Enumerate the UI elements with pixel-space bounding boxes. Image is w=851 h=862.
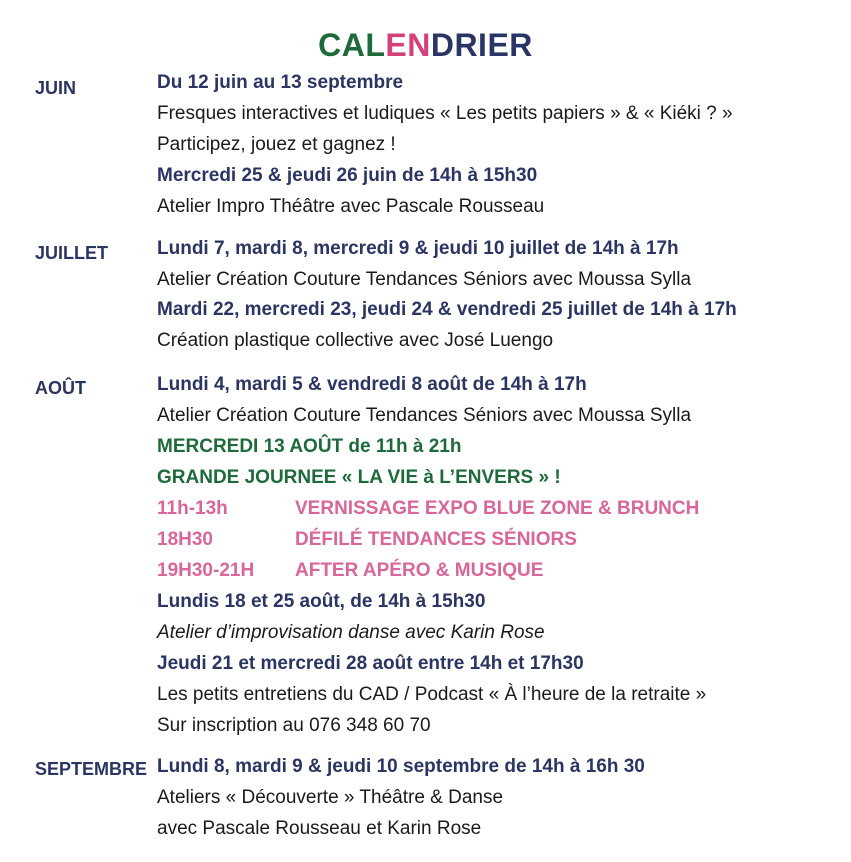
septembre-desc-2: avec Pascale Rousseau et Karin Rose [157, 818, 482, 839]
aout-desc-4: Sur inscription au 076 348 60 70 [157, 715, 431, 736]
title-part-cal: CAL [318, 27, 386, 63]
title-part-en: EN [385, 27, 431, 63]
schedule-time: 18H30 [157, 529, 213, 550]
juin-desc-2: Participez, jouez et gagnez ! [157, 134, 396, 155]
page-title [0, 27, 851, 64]
month-label-juin: JUIN [35, 78, 77, 98]
juillet-date-1: Lundi 7, mardi 8, mercredi 9 & jeudi 10 juillet de 14h à 17h [157, 238, 679, 259]
schedule-event: DÉFILÉ TENDANCES SÉNIORS [295, 529, 577, 550]
septembre-date-1: Lundi 8, mardi 9 & jeudi 10 septembre de 14h à 16h 30 [157, 756, 645, 777]
juillet-desc-2: Création plastique collective avec José Luengo [157, 330, 554, 351]
aout-desc-3: Les petits entretiens du CAD / Podcast « À l’heure de la retraite » [157, 684, 707, 705]
month-label-aout: AOÛT [35, 378, 86, 398]
aout-date-2: Lundis 18 et 25 août, de 14h à 15h30 [157, 591, 486, 612]
juin-desc-3: Atelier Impro Théâtre avec Pascale Rousseau [157, 196, 545, 217]
aout-highlight-title: GRANDE JOURNEE « LA VIE à L’ENVERS » ! [157, 467, 561, 488]
juin-desc-1: Fresques interactives et ludiques « Les petits papiers » & « Kiéki ? » [157, 103, 733, 124]
schedule-event: VERNISSAGE EXPO BLUE ZONE & BRUNCH [295, 498, 700, 519]
juillet-desc-1: Atelier Création Couture Tendances Séniors avec Moussa Sylla [157, 269, 692, 290]
schedule-event: AFTER APÉRO & MUSIQUE [295, 560, 544, 581]
aout-highlight-date: MERCREDI 13 AOÛT de 11h à 21h [157, 436, 462, 457]
juin-date-2: Mercredi 25 & jeudi 26 juin de 14h à 15h30 [157, 165, 538, 186]
month-label-juillet: JUILLET [35, 243, 109, 263]
aout-desc-1: Atelier Création Couture Tendances Séniors avec Moussa Sylla [157, 405, 692, 426]
aout-date-3: Jeudi 21 et mercredi 28 août entre 14h et 17h30 [157, 653, 584, 674]
juillet-date-2: Mardi 22, mercredi 23, jeudi 24 & vendredi 25 juillet de 14h à 17h [157, 299, 737, 320]
aout-date-1: Lundi 4, mardi 5 & vendredi 8 août de 14h à 17h [157, 374, 587, 395]
schedule-time: 19H30-21H [157, 560, 255, 581]
title-part-drier: DRIER [430, 27, 533, 63]
month-label-septembre: SEPTEMBRE [35, 759, 148, 779]
juin-date-1: Du 12 juin au 13 septembre [157, 72, 404, 93]
aout-desc-2: Atelier d’improvisation danse avec Karin Rose [157, 622, 545, 643]
septembre-desc-1: Ateliers « Découverte » Théâtre & Danse [157, 787, 504, 808]
schedule-time: 11h-13h [157, 498, 228, 519]
